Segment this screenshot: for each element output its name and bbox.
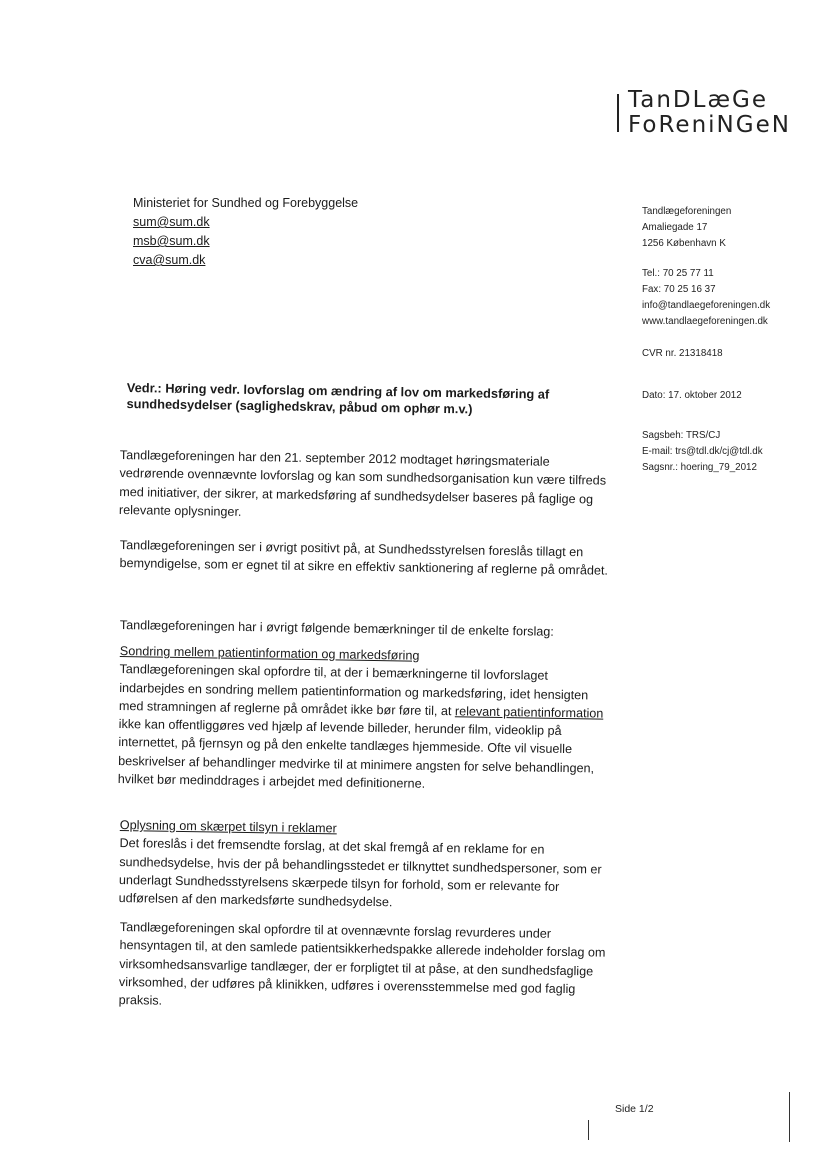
- paragraph-text: Tandlægeforeningen skal opfordre til at ovennævnte forslag revurderes under hensyntagen til, at den samlede patientsikkerhedspakke allerede indeholder forslag om virksomhedsansvarlige tandlæger, der er forpligtet til at påse, at den sundhedsfaglige virksomhed, der udføres på klinikken, udføres i overensstemmelse med god faglig praksis.: [118, 919, 606, 1008]
- recipient-email-link[interactable]: sum@sum.dk: [133, 215, 210, 229]
- sender-fax: Fax: 70 25 16 37: [642, 284, 716, 295]
- paragraph-text: Det foreslås i det fremsendte forslag, at det skal fremgå af en reklame for en sundhedsydelse, hvis der på behandlingsstedet er tilknyttet sundhedspersoner, som er underlagt Sundhedsstyrelsens skærpede tilsyn for forhold, som er relevante for udførelsen af den markedsførte sundhedsydelse.: [118, 836, 602, 910]
- logo-line-1: TanDLæGe: [628, 87, 768, 113]
- page-number: Side 1/2: [615, 1103, 654, 1115]
- sender-street: Amaliegade 17: [642, 222, 708, 233]
- paragraph: [119, 918, 610, 1017]
- sender-tel: Tel.: 70 25 77 11: [642, 268, 714, 279]
- recipient-email-link[interactable]: msb@sum.dk: [133, 234, 210, 248]
- section-heading: Sondring mellem patientinformation og markedsføring: [119, 643, 420, 663]
- paragraph: [120, 616, 610, 642]
- paragraph-text-part: Tandlægeforeningen skal opfordre til, at der i bemærkningerne til lovforslaget indarbejdes en sondring mellem patientinformation og markedsføring, idet hensigten med stramningen af reglerne på området ikke bør føre til, at: [118, 662, 589, 719]
- paragraph-text: Tandlægeforeningen har i øvrigt følgende bemærkninger til de enkelte forslag:: [119, 617, 554, 639]
- letter-subject: Vedr.: Høring vedr. lovforslag om ændring af lov om markedsføring af sundhedsydelser (saglighedskrav, påbud om ophør m.v.): [126, 380, 550, 417]
- sender-email[interactable]: info@tandlaegeforeningen.dk: [642, 300, 771, 311]
- logo-line-2: FoReniNGeN: [628, 112, 791, 138]
- paragraph: [119, 446, 610, 527]
- paragraph-text-part: ikke kan offentliggøres ved hjælp af levende billeder, herunder film, videoklip på internettet, på fjernsyn og på den enkelte tandlæges hjemmeside. Ofte vil visuelle beskrivelser af behandlinger medvirke til at minimere angsten for selve behandlingen, hvilket bør medinddrages i arbejdet med definitionerne.: [117, 717, 595, 791]
- case-handler: Sagsbeh: TRS/CJ: [642, 430, 721, 441]
- paragraph: [119, 536, 610, 580]
- section-heading: Oplysning om skærpet tilsyn i reklamer: [119, 817, 337, 836]
- sender-cvr: CVR nr. 21318418: [642, 348, 723, 359]
- letter-date: Dato: 17. oktober 2012: [642, 390, 742, 401]
- margin-mark: [789, 1092, 790, 1142]
- case-email: E-mail: trs@tdl.dk/cj@tdl.dk: [642, 446, 763, 457]
- paragraph-text: [118, 660, 610, 796]
- organization-logo: [628, 88, 791, 138]
- case-info: [642, 428, 763, 476]
- section-patientinformation: [118, 642, 610, 796]
- recipient-block: [133, 194, 358, 270]
- sender-org: Tandlægeforeningen: [642, 206, 732, 217]
- sender-web[interactable]: www.tandlaegeforeningen.dk: [642, 316, 768, 327]
- logo-divider: [617, 94, 619, 132]
- recipient-email-link[interactable]: cva@sum.dk: [133, 253, 206, 267]
- recipient-name: Ministeriet for Sundhed og Forebyggelse: [133, 196, 359, 210]
- case-number: Sagsnr.: hoering_79_2012: [642, 462, 757, 473]
- paragraph-text: Tandlægeforeningen ser i øvrigt positivt på, at Sundhedsstyrelsen foreslås tillagt en bemyndigelse, som er egnet til at sikre en effektiv sanktionering af reglerne på området.: [119, 537, 609, 578]
- paragraph-text: Tandlægeforeningen har den 21. september 2012 modtaget høringsmateriale vedrørende ovennævnte lovforslag og kan som sundhedsorganisation kun være tilfreds med initiativer, der sikrer, at markedsføring af sundhedsydelser baseres på faglige og relevante oplysninger.: [118, 447, 607, 519]
- sender-city: 1256 København K: [642, 238, 726, 249]
- sender-address: [642, 204, 731, 252]
- section-tilsyn: [119, 816, 610, 915]
- margin-mark: [588, 1120, 589, 1140]
- underlined-phrase: relevant patientinformation: [454, 704, 604, 721]
- sender-contact: [642, 266, 770, 330]
